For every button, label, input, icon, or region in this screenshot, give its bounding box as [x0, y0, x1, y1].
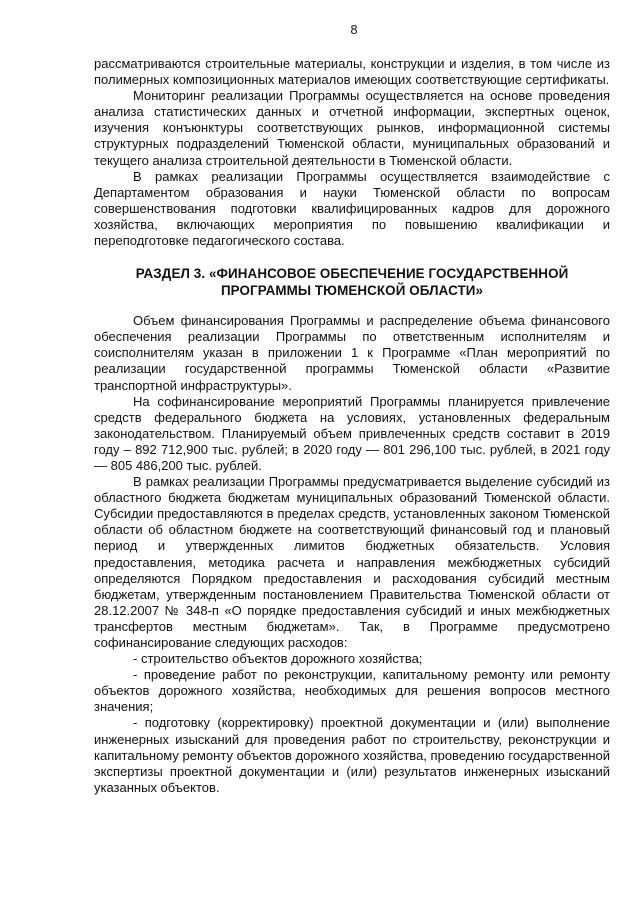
paragraph-federal-cofinancing: На софинансирование мероприятий Программы планируется привлечение средств федерального бюджета на условиях, установленных федеральным законодательством. Планируемый объем привлеченных средств составит в 2019 году – 892 712,900 тыс. рублей; в 2020 году — 801 296,100 тыс. рублей, в 2021 году — 805 486,200 тыс. рублей.: [94, 393, 610, 473]
list-item-reconstruction: - проведение работ по реконструкции, капитальному ремонту или ремонту объектов дорожного хозяйства, необходимых для решения вопросов местного значения;: [94, 667, 610, 715]
paragraph-materials: рассматриваются строительные материалы, конструкции и изделия, в том числе из полимерных композиционных материалов имеющих соответствующие сертификаты.: [94, 56, 610, 88]
paragraph-subsidies: В рамках реализации Программы предусматривается выделение субсидий из областного бюджета бюджетам муниципальных образований Тюменской области. Субсидии предоставляются в пределах средств, установленных законом Тюменской области об областном бюджете на соответствующий финансовый год и плановый период и утвержденных лимитов бюджетных обязательств. Условия предоставления, методика расчета и направления межбюджетных субсидий определяются Порядком предоставления и расходования субсидий местным бюджетам, утвержденным постановлением Правительства Тюменской области от 28.12.2007 № 348-п «О порядке предоставления субсидий и иных межбюджетных трансфертов местным бюджетам». Так, в Программе предусмотрено софинансирование следующих расходов:: [94, 474, 610, 650]
list-item-design-documentation: - подготовку (корректировку) проектной документации и (или) выполнение инженерных изысканий для проведения работ по строительству, реконструкции и капитальному ремонту объектов дорожного хозяйства, проведению государственной экспертизы проектной документации и (или) результатов инженерных изысканий указанных объектов.: [94, 715, 610, 795]
paragraph-monitoring: Мониторинг реализации Программы осуществляется на основе проведения анализа статистических данных и отчетной информации, экспертных оценок, изучения конъюнктуры соответствующих рынков, информационной системы структурных подразделений Тюменской области, муниципальных образований и текущего анализа строительной деятельности в Тюменской области.: [94, 88, 610, 168]
section-heading: [94, 265, 610, 299]
list-item-construction: - строительство объектов дорожного хозяйства;: [133, 651, 423, 667]
paragraph-financing-volume: Объем финансирования Программы и распределение объема финансового обеспечения реализации Программы по ответственным исполнителям и соисполнителям указан в приложении 1 к Программе «План мероприятий по реализации государственной программы Тюменской области «Развитие транспортной инфраструктуры».: [94, 313, 610, 393]
page-number: 8: [350, 23, 358, 37]
document-page: [94, 22, 610, 892]
section-heading-line-2: ПРОГРАММЫ ТЮМЕНСКОЙ ОБЛАСТИ»: [220, 283, 484, 299]
section-heading-line-1: РАЗДЕЛ 3. «ФИНАНСОВОЕ ОБЕСПЕЧЕНИЕ ГОСУДАРСТВЕННОЙ: [135, 266, 569, 282]
paragraph-cooperation: В рамках реализации Программы осуществляется взаимодействие с Департаментом образования и науки Тюменской области по вопросам совершенствования подготовки квалифицированных кадров для дорожного хозяйства, включающих мероприятия по повышению квалификации и переподготовке педагогического состава.: [94, 168, 610, 249]
